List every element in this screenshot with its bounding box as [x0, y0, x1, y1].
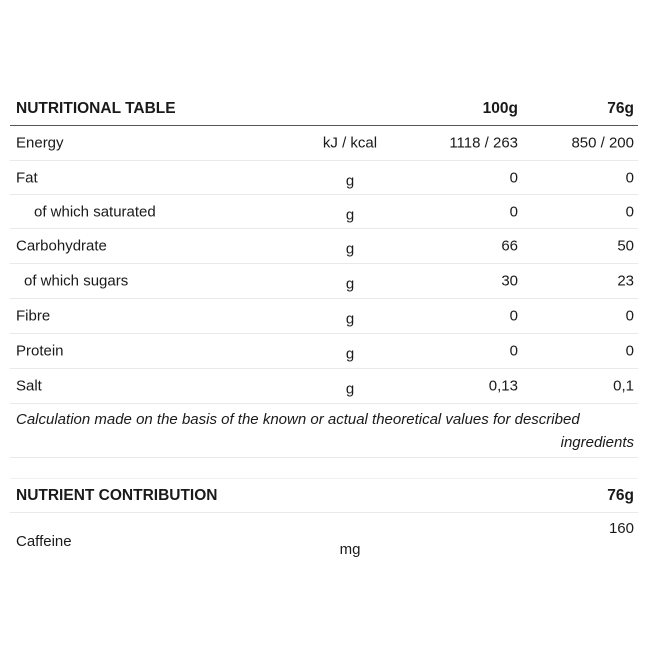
calculation-note: [10, 404, 638, 458]
row-value-100g: 0: [509, 342, 518, 360]
table-row-saturated: [10, 195, 638, 229]
row-unit: kJ / kcal: [322, 134, 378, 152]
table-row-energy: [10, 126, 638, 161]
row-label: Salt: [16, 377, 42, 395]
row-value-100g: 0: [509, 169, 518, 186]
nutrient-contribution-header: [10, 479, 638, 513]
table-row-carbohydrate: [10, 229, 638, 264]
row-value-portion: 50: [617, 237, 634, 255]
row-value-portion: 0: [625, 342, 634, 360]
row-unit: g: [345, 345, 355, 363]
row-value-portion: 850 / 200: [571, 134, 634, 152]
row-value-portion: 0: [625, 169, 634, 186]
row-value-100g: 0,13: [488, 377, 518, 395]
row-value-portion: 0: [625, 307, 634, 325]
column-header-portion: 76g: [607, 99, 634, 117]
nutrition-panel: [10, 92, 638, 558]
row-label: of which saturated: [34, 203, 156, 220]
row-value-portion: 0,1: [613, 377, 634, 395]
calculation-note-line1: Calculation made on the basis of the known or actual theoretical values for described: [16, 411, 580, 428]
row-unit: g: [345, 275, 355, 293]
table-row-fat: [10, 161, 638, 195]
row-label: Carbohydrate: [16, 237, 107, 255]
row-label: Fibre: [16, 307, 51, 325]
row-label: Fat: [16, 169, 38, 186]
table-row-sugars: [10, 264, 638, 299]
row-unit: g: [345, 380, 355, 398]
section-divider: [10, 458, 638, 479]
table-row-caffeine: [10, 513, 638, 558]
row-value-100g: 30: [501, 272, 518, 290]
row-value-100g: 1118 / 263: [449, 134, 518, 152]
nutritional-table-header: [10, 92, 638, 126]
column-header-100g: 100g: [482, 99, 518, 117]
row-label: Energy: [16, 134, 64, 152]
row-value-portion: 0: [625, 203, 634, 220]
row-unit: g: [345, 172, 355, 189]
contribution-column-header-portion: 76g: [607, 486, 634, 504]
row-unit: g: [345, 310, 355, 328]
row-value-portion: 23: [617, 272, 634, 290]
row-value-portion: 160: [608, 520, 634, 537]
row-unit: mg: [339, 541, 361, 558]
table-row-protein: [10, 334, 638, 369]
row-value-100g: 0: [509, 203, 518, 220]
row-value-100g: 0: [509, 307, 518, 325]
row-unit: g: [345, 206, 355, 223]
calculation-note-line2: ingredients: [560, 434, 634, 451]
row-value-100g: 66: [501, 237, 518, 255]
row-unit: g: [345, 240, 355, 258]
row-label: Protein: [16, 342, 64, 360]
table-row-salt: [10, 369, 638, 404]
nutrient-contribution-title: NUTRIENT CONTRIBUTION: [16, 486, 218, 504]
table-row-fibre: [10, 299, 638, 334]
row-label: of which sugars: [24, 272, 129, 290]
nutritional-table-title: NUTRITIONAL TABLE: [16, 99, 176, 117]
row-label: Caffeine: [16, 533, 72, 550]
